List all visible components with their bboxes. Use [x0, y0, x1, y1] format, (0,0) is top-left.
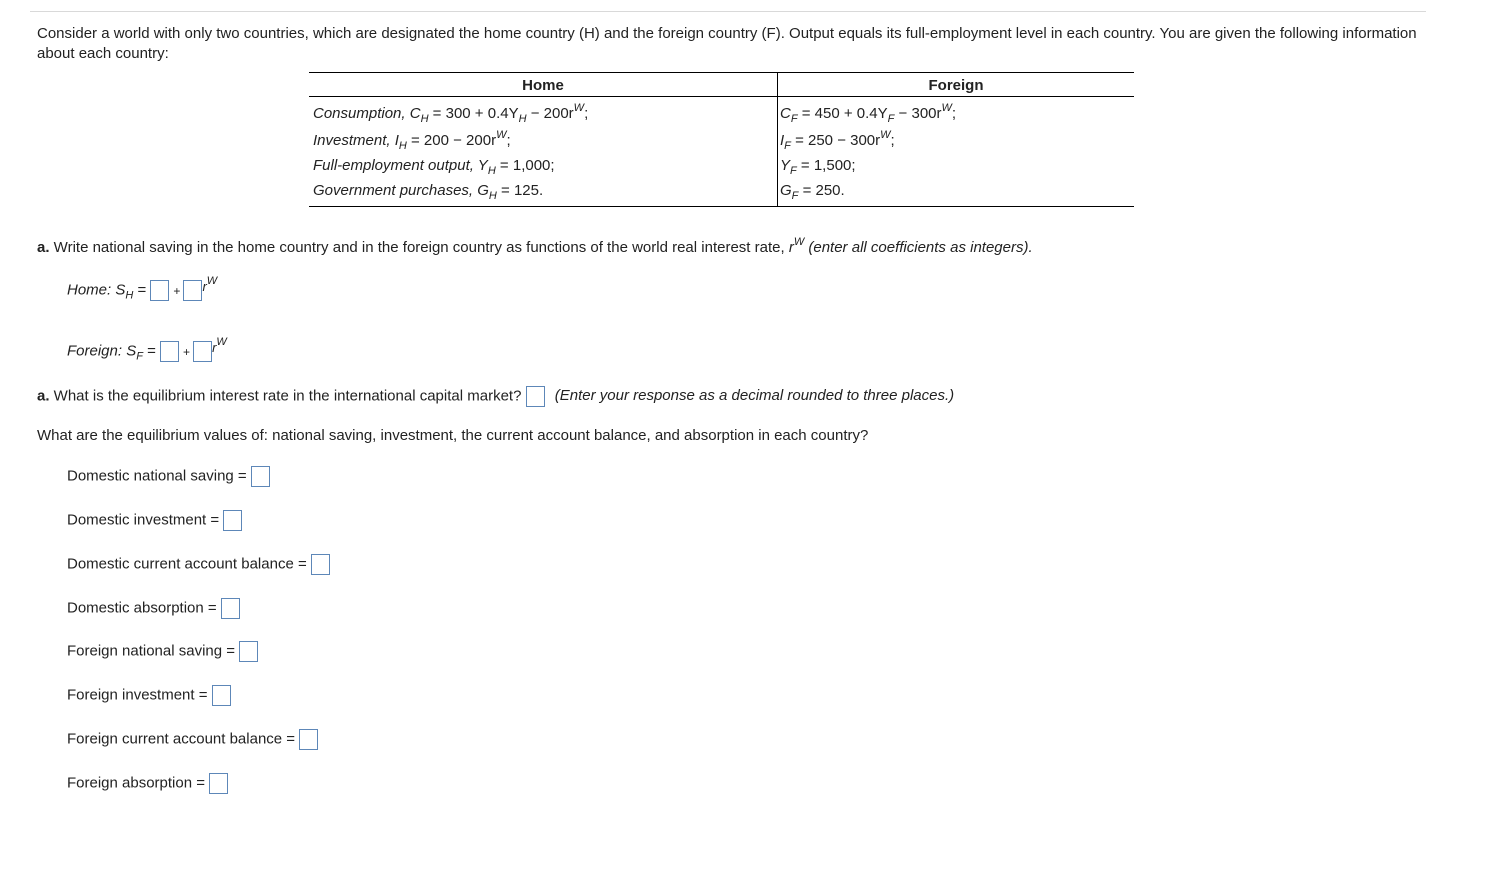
answer-foreign-absorption: Foreign absorption =: [67, 773, 228, 794]
question-a-interest-rate: a. What is the equilibrium interest rate in the international capital market? (Enter your response as a decimal rounded to three places.): [37, 386, 954, 407]
domestic-absorption-input[interactable]: [221, 598, 240, 619]
home-consumption-row: Consumption, $C_H = 300 + 0.4Y_H - 200r^W$;: [313, 102, 589, 125]
domestic-national-saving-input[interactable]: [251, 466, 270, 487]
foreign-consumption-row: $C_F = 450 + 0.4Y_F - 300r^W$;: [780, 102, 957, 125]
home-investment-row: Investment, $I_H = 200 - 200r^W$;: [313, 129, 511, 152]
domestic-investment-input[interactable]: [223, 510, 242, 531]
home-output-row: Full-employment output, $Y_H = 1,000$;: [313, 157, 555, 177]
answer-foreign-current-account: Foreign current account balance =: [67, 729, 318, 750]
country-info-table: [309, 72, 1134, 207]
foreign-national-saving-input[interactable]: [239, 641, 258, 662]
top-divider: [30, 11, 1426, 12]
home-saving-equation: Home: $S_H$ = + $r^W$: [67, 275, 218, 302]
foreign-government-row: $G_F = 250$.: [780, 182, 845, 202]
domestic-current-account-input[interactable]: [311, 554, 330, 575]
answer-domestic-national-saving: Domestic national saving =: [67, 466, 270, 487]
foreign-header: Foreign: [778, 73, 1135, 97]
foreign-absorption-input[interactable]: [209, 773, 228, 794]
foreign-current-account-input[interactable]: [299, 729, 318, 750]
interest-rate-input[interactable]: [526, 386, 545, 407]
question-a-saving-functions: a. Write national saving in the home country and in the foreign country as functions of the world real interest rate, $r^W$ (enter all coefficients as integers).: [37, 236, 1033, 256]
answer-foreign-investment: Foreign investment =: [67, 685, 231, 706]
question-equilibrium-values: What are the equilibrium values of: national saving, investment, the current account balance, and absorption in each country?: [37, 427, 869, 444]
foreign-column: [778, 97, 1135, 207]
problem-intro: Consider a world with only two countries, which are designated the home country (H) and the foreign country (F). Output equals its full-employment level in each country. You are given the following information about each country:: [37, 25, 1417, 62]
home-saving-coefficient-input[interactable]: [183, 280, 202, 301]
foreign-output-row: $Y_F = 1,500$;: [780, 157, 856, 177]
answer-foreign-national-saving: Foreign national saving =: [67, 641, 258, 662]
foreign-investment-input[interactable]: [212, 685, 231, 706]
foreign-saving-coefficient-input[interactable]: [193, 341, 212, 362]
answer-domestic-investment: Domestic investment =: [67, 510, 242, 531]
foreign-saving-equation: Foreign: $S_F$ = + $r^W$: [67, 336, 227, 363]
answer-domestic-absorption: Domestic absorption =: [67, 598, 240, 619]
home-column: [309, 97, 778, 207]
home-saving-constant-input[interactable]: [150, 280, 169, 301]
home-government-row: Government purchases, $G_H = 125$.: [313, 182, 544, 202]
foreign-saving-constant-input[interactable]: [160, 341, 179, 362]
home-header: Home: [309, 73, 778, 97]
answer-domestic-current-account: Domestic current account balance =: [67, 554, 330, 575]
foreign-investment-row: $I_F = 250 - 300r^W$;: [780, 129, 895, 152]
